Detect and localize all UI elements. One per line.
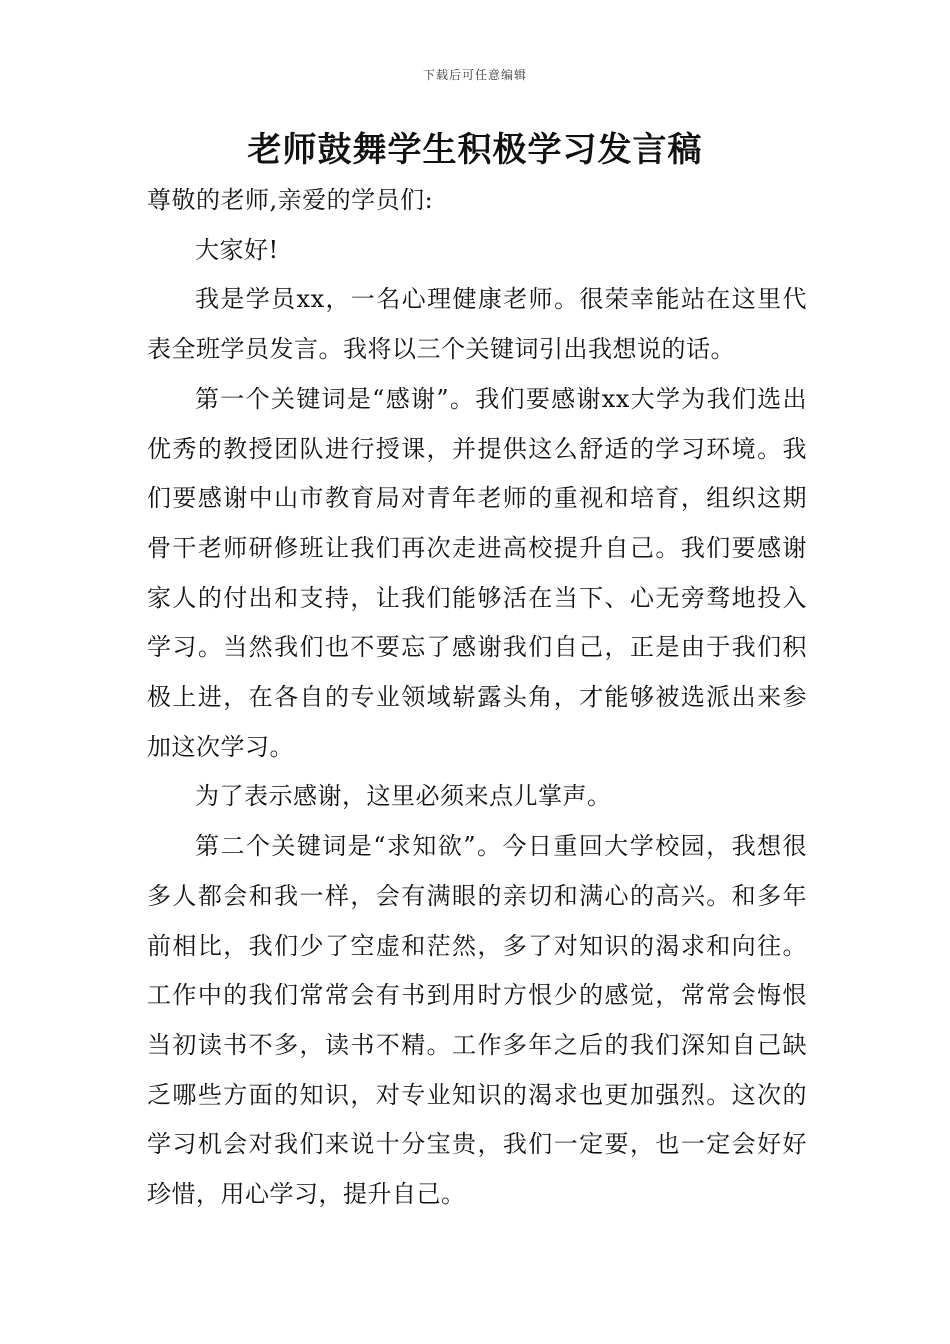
header-note: 下载后可任意编辑 [422,68,527,82]
paragraph-keyword-curiosity: 第二个关键词是“求知欲”。今日重回大学校园，我想很多人都会和我一样，会有满眼的亲切和满心的高兴。和多年前相比，我们少了空虚和茫然，多了对知识的渴求和向往。工作中的我们常常会有书到用时方恨少的感觉，常常会悔恨当初读书不多，读书不精。工作多年之后的我们深知自己缺乏哪些方面的知识，对专业知识的渴求也更加强烈。这次的学习机会对我们来说十分宝贵，我们一定要，也一定会好好珍惜，用心学习，提升自己。 [147,832,807,1209]
paragraph-greeting: 大家好! [195,235,279,264]
salutation: 尊敬的老师,亲爱的学员们: [147,186,434,214]
paragraph-applause: 为了表示感谢，这里必须来点儿掌声。 [195,782,612,811]
document-body [147,176,807,1220]
paragraph-keyword-thanks: 第一个关键词是“感谢”。我们要感谢xx大学为我们选出优秀的教授团队进行授课，并提供这么舒适的学习环境。我们要感谢中山市教育局对青年老师的重视和培育，组织这期骨干老师研修班让我们再次走进高校提升自己。我们要感谢家人的付出和支持，让我们能够活在当下、心无旁骛地投入学习。当然我们也不要忘了感谢我们自己，正是由于我们积极上进，在各自的专业领域崭露头角，才能够被选派出来参加这次学习。 [147,384,807,761]
paragraph-introduction: 我是学员xx，一名心理健康老师。很荣幸能站在这里代表全班学员发言。我将以三个关键词引出我想说的话。 [147,285,807,364]
document-title: 老师鼓舞学生积极学习发言稿 [247,130,703,170]
